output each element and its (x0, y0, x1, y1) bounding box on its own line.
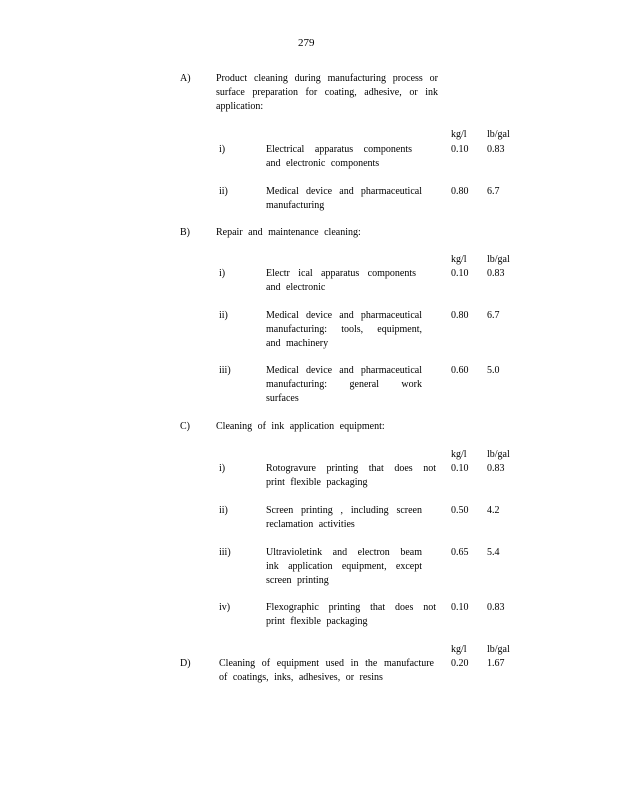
unit-lb-header: lb/gal (487, 644, 510, 655)
item-kg: 0.10 (451, 268, 469, 279)
item-lb: 0.83 (487, 463, 505, 474)
item-lb: 0.83 (487, 144, 505, 155)
item-kg: 0.60 (451, 365, 469, 376)
item-lb: 1.67 (487, 658, 505, 669)
item-roman: i) (219, 268, 226, 279)
item-lb: 6.7 (487, 186, 500, 197)
section-heading: Cleaning of equipment used in the manufacture of coatings, inks, adhesives, or resins (219, 658, 434, 683)
item-text: Ultravioletink and electron beam ink application equipment, except screen printing (266, 547, 422, 586)
section-heading: Product cleaning during manufacturing process or surface preparation for coating, adhesive, or ink application: (216, 73, 438, 112)
section-letter: D) (180, 658, 191, 669)
item-text: Electr ical apparatus components and electronic (266, 268, 416, 293)
unit-lb-header: lb/gal (487, 129, 510, 140)
item-roman: ii) (219, 186, 228, 197)
item-text: Rotogravure printing that does not print flexible packaging (266, 463, 436, 488)
item-roman: i) (219, 463, 226, 474)
item-roman: iii) (219, 547, 231, 558)
item-text: Flexographic printing that does not print flexible packaging (266, 602, 436, 627)
unit-lb-header: lb/gal (487, 449, 510, 460)
item-kg: 0.20 (451, 658, 469, 669)
item-roman: iii) (219, 365, 231, 376)
item-text: Medical device and pharmaceutical manufacturing: tools, equipment, and machinery (266, 310, 422, 349)
item-kg: 0.10 (451, 463, 469, 474)
item-roman: ii) (219, 505, 228, 516)
item-text: Screen printing , including screen reclamation activities (266, 505, 422, 530)
item-lb: 6.7 (487, 310, 500, 321)
item-text: Medical device and pharmaceutical manufacturing: general work surfaces (266, 365, 422, 404)
section-heading: Repair and maintenance cleaning: (216, 227, 361, 238)
page-number: 279 (298, 37, 315, 49)
section-letter: A) (180, 73, 191, 84)
unit-kg-header: kg/l (451, 254, 467, 265)
item-lb: 0.83 (487, 268, 505, 279)
item-kg: 0.65 (451, 547, 469, 558)
item-roman: i) (219, 144, 226, 155)
item-kg: 0.10 (451, 144, 469, 155)
item-lb: 4.2 (487, 505, 500, 516)
unit-kg-header: kg/l (451, 129, 467, 140)
item-roman: ii) (219, 310, 228, 321)
section-letter: C) (180, 421, 190, 432)
unit-kg-header: kg/l (451, 644, 467, 655)
item-kg: 0.80 (451, 186, 469, 197)
item-text: Medical device and pharmaceutical manufacturing (266, 186, 422, 211)
item-kg: 0.10 (451, 602, 469, 613)
item-lb: 0.83 (487, 602, 505, 613)
section-letter: B) (180, 227, 190, 238)
unit-lb-header: lb/gal (487, 254, 510, 265)
item-kg: 0.50 (451, 505, 469, 516)
item-text: Electrical apparatus components and electronic components (266, 144, 412, 169)
unit-kg-header: kg/l (451, 449, 467, 460)
item-lb: 5.4 (487, 547, 500, 558)
item-kg: 0.80 (451, 310, 469, 321)
item-lb: 5.0 (487, 365, 500, 376)
item-roman: iv) (219, 602, 231, 613)
section-heading: Cleaning of ink application equipment: (216, 421, 385, 432)
